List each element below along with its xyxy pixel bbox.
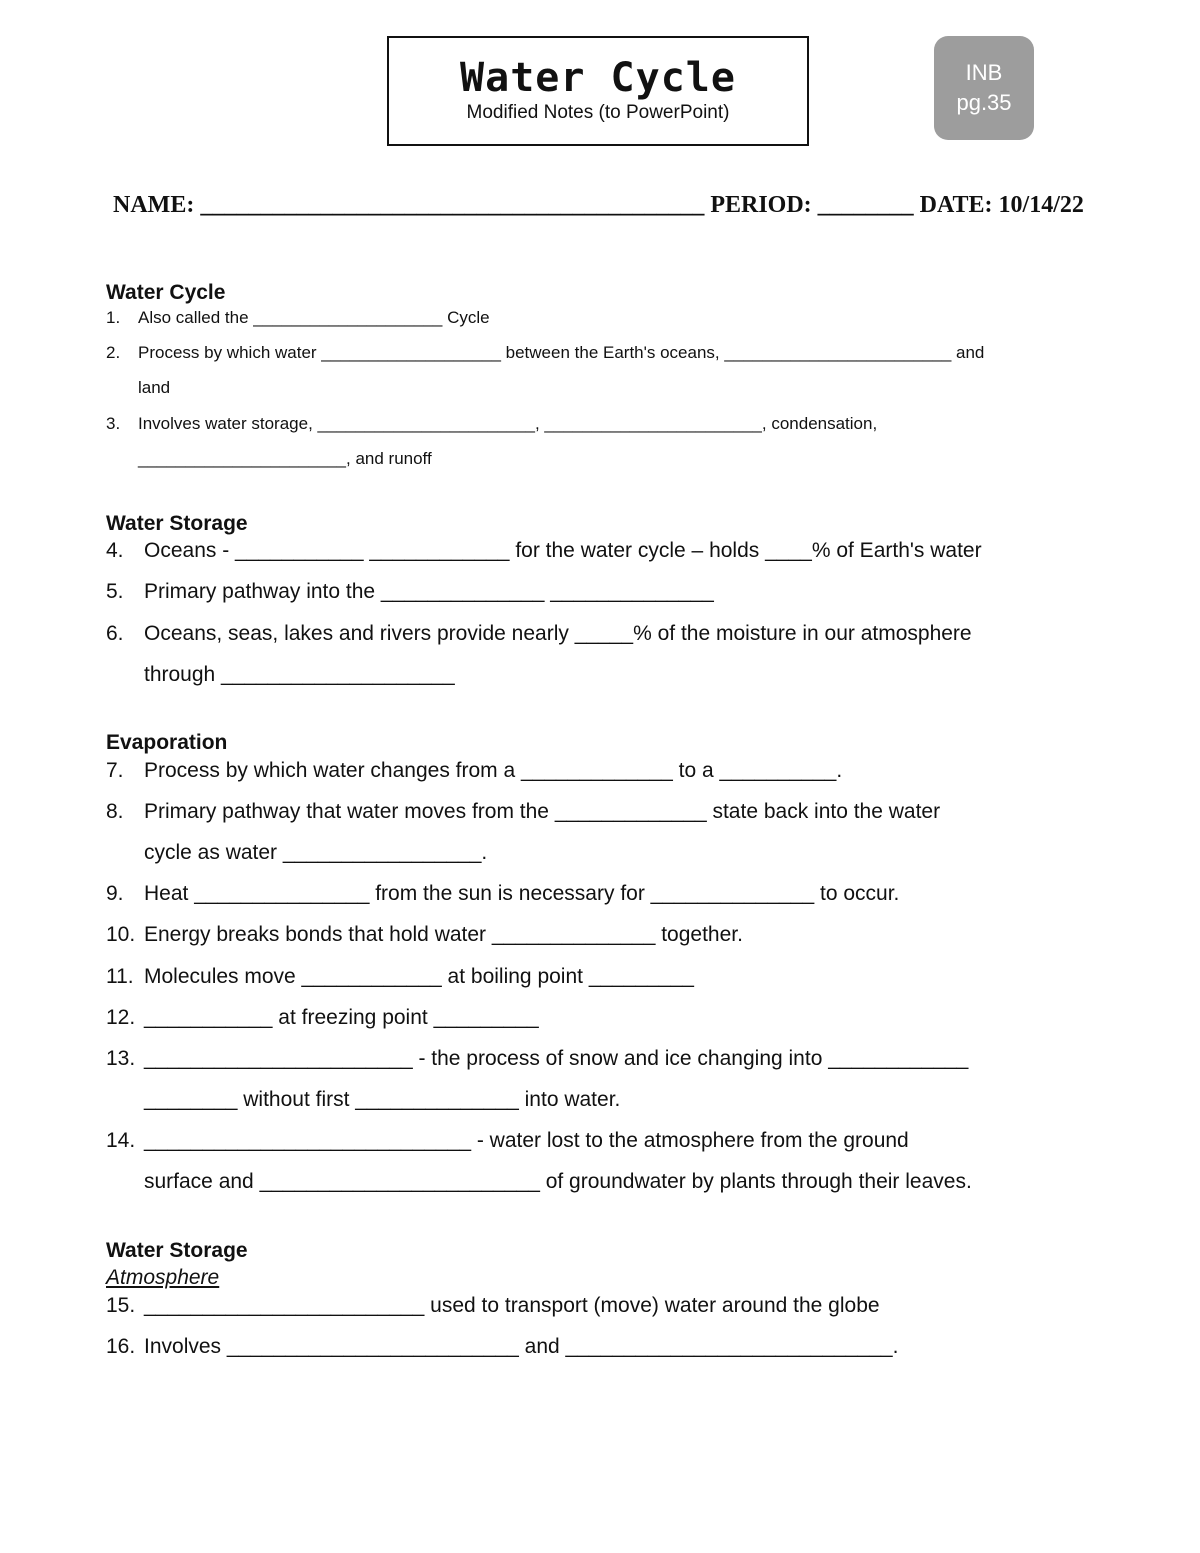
item-number: 4.	[106, 539, 124, 562]
section-heading-water-cycle: Water Cycle	[106, 281, 226, 304]
item-text: Energy breaks bonds that hold water ______________ together.	[144, 923, 743, 946]
item-6	[106, 622, 972, 646]
item-2-continued: land	[138, 378, 171, 397]
item-text: Involves water storage, _______________________, _______________________, condensation,	[138, 414, 878, 433]
item-text: Heat _______________ from the sun is necessary for ______________ to occur.	[144, 882, 900, 905]
item-3-continued: ______________________, and runoff	[138, 449, 432, 468]
item-1	[106, 308, 490, 328]
item-text: _______________________ - the process of snow and ice changing into ____________	[144, 1047, 969, 1070]
item-text: ____________________________ - water lost to the atmosphere from the ground	[144, 1129, 909, 1152]
item-number: 12.	[106, 1006, 136, 1029]
worksheet-subtitle: Modified Notes (to PowerPoint)	[466, 102, 730, 123]
inb-badge	[934, 36, 1034, 140]
item-9	[106, 882, 899, 906]
item-4	[106, 539, 982, 563]
item-2	[106, 343, 984, 363]
item-6-continued: through ____________________	[144, 663, 455, 686]
item-text: Process by which water ___________________ between the Earth's oceans, ________________________ and	[138, 343, 985, 362]
item-number: 9.	[106, 882, 124, 905]
item-text: Oceans, seas, lakes and rivers provide nearly _____% of the moisture in our atmosphere	[144, 622, 972, 645]
item-text: ________________________ used to transport (move) water around the globe	[144, 1294, 880, 1317]
item-3	[106, 414, 877, 434]
item-7	[106, 759, 842, 783]
item-number: 15.	[106, 1294, 136, 1317]
item-number: 2.	[106, 343, 121, 362]
item-number: 7.	[106, 759, 124, 782]
item-16	[106, 1335, 898, 1359]
item-text: Involves _________________________ and ____________________________.	[144, 1335, 899, 1358]
item-15	[106, 1294, 880, 1318]
item-number: 13.	[106, 1047, 136, 1070]
item-5	[106, 580, 714, 604]
section-heading-evaporation: Evaporation	[106, 731, 228, 754]
item-number: 1.	[106, 308, 121, 327]
item-number: 16.	[106, 1335, 136, 1358]
title-box	[387, 36, 809, 146]
item-number: 11.	[106, 965, 134, 988]
section-heading-water-storage-2: Water Storage	[106, 1239, 248, 1262]
section-heading-water-storage: Water Storage	[106, 512, 248, 535]
item-10	[106, 923, 743, 947]
worksheet-title: Water Cycle	[460, 55, 736, 101]
item-number: 5.	[106, 580, 124, 603]
item-text: Also called the ____________________ Cycle	[138, 308, 490, 327]
item-text: ___________ at freezing point _________	[144, 1006, 539, 1029]
item-11	[106, 965, 694, 989]
name-period-date-line: NAME: __________________________________________ PERIOD: ________ DATE: 10/14/22	[113, 192, 1084, 218]
item-8-continued: cycle as water _________________.	[144, 841, 488, 864]
item-14	[106, 1129, 909, 1153]
item-text: Molecules move ____________ at boiling point _________	[144, 965, 694, 988]
item-number: 6.	[106, 622, 124, 645]
item-12	[106, 1006, 539, 1030]
item-13	[106, 1047, 968, 1071]
item-14-continued: surface and ________________________ of groundwater by plants through their leaves.	[144, 1170, 972, 1193]
item-number: 8.	[106, 800, 124, 823]
item-text: Process by which water changes from a _____________ to a __________.	[144, 759, 843, 782]
item-text: Oceans - ___________ ____________ for the water cycle – holds ____% of Earth's water	[144, 539, 982, 562]
item-13-continued: ________ without first ______________ into water.	[144, 1088, 621, 1111]
subsection-atmosphere: Atmosphere	[106, 1266, 220, 1289]
item-number: 14.	[106, 1129, 136, 1152]
item-text: Primary pathway into the ______________ ______________	[144, 580, 714, 603]
item-text: Primary pathway that water moves from the _____________ state back into the water	[144, 800, 941, 823]
item-number: 10.	[106, 923, 136, 946]
badge-line-1: INB	[965, 60, 1003, 85]
badge-line-2: pg.35	[956, 90, 1012, 115]
item-number: 3.	[106, 414, 121, 433]
item-8	[106, 800, 940, 824]
